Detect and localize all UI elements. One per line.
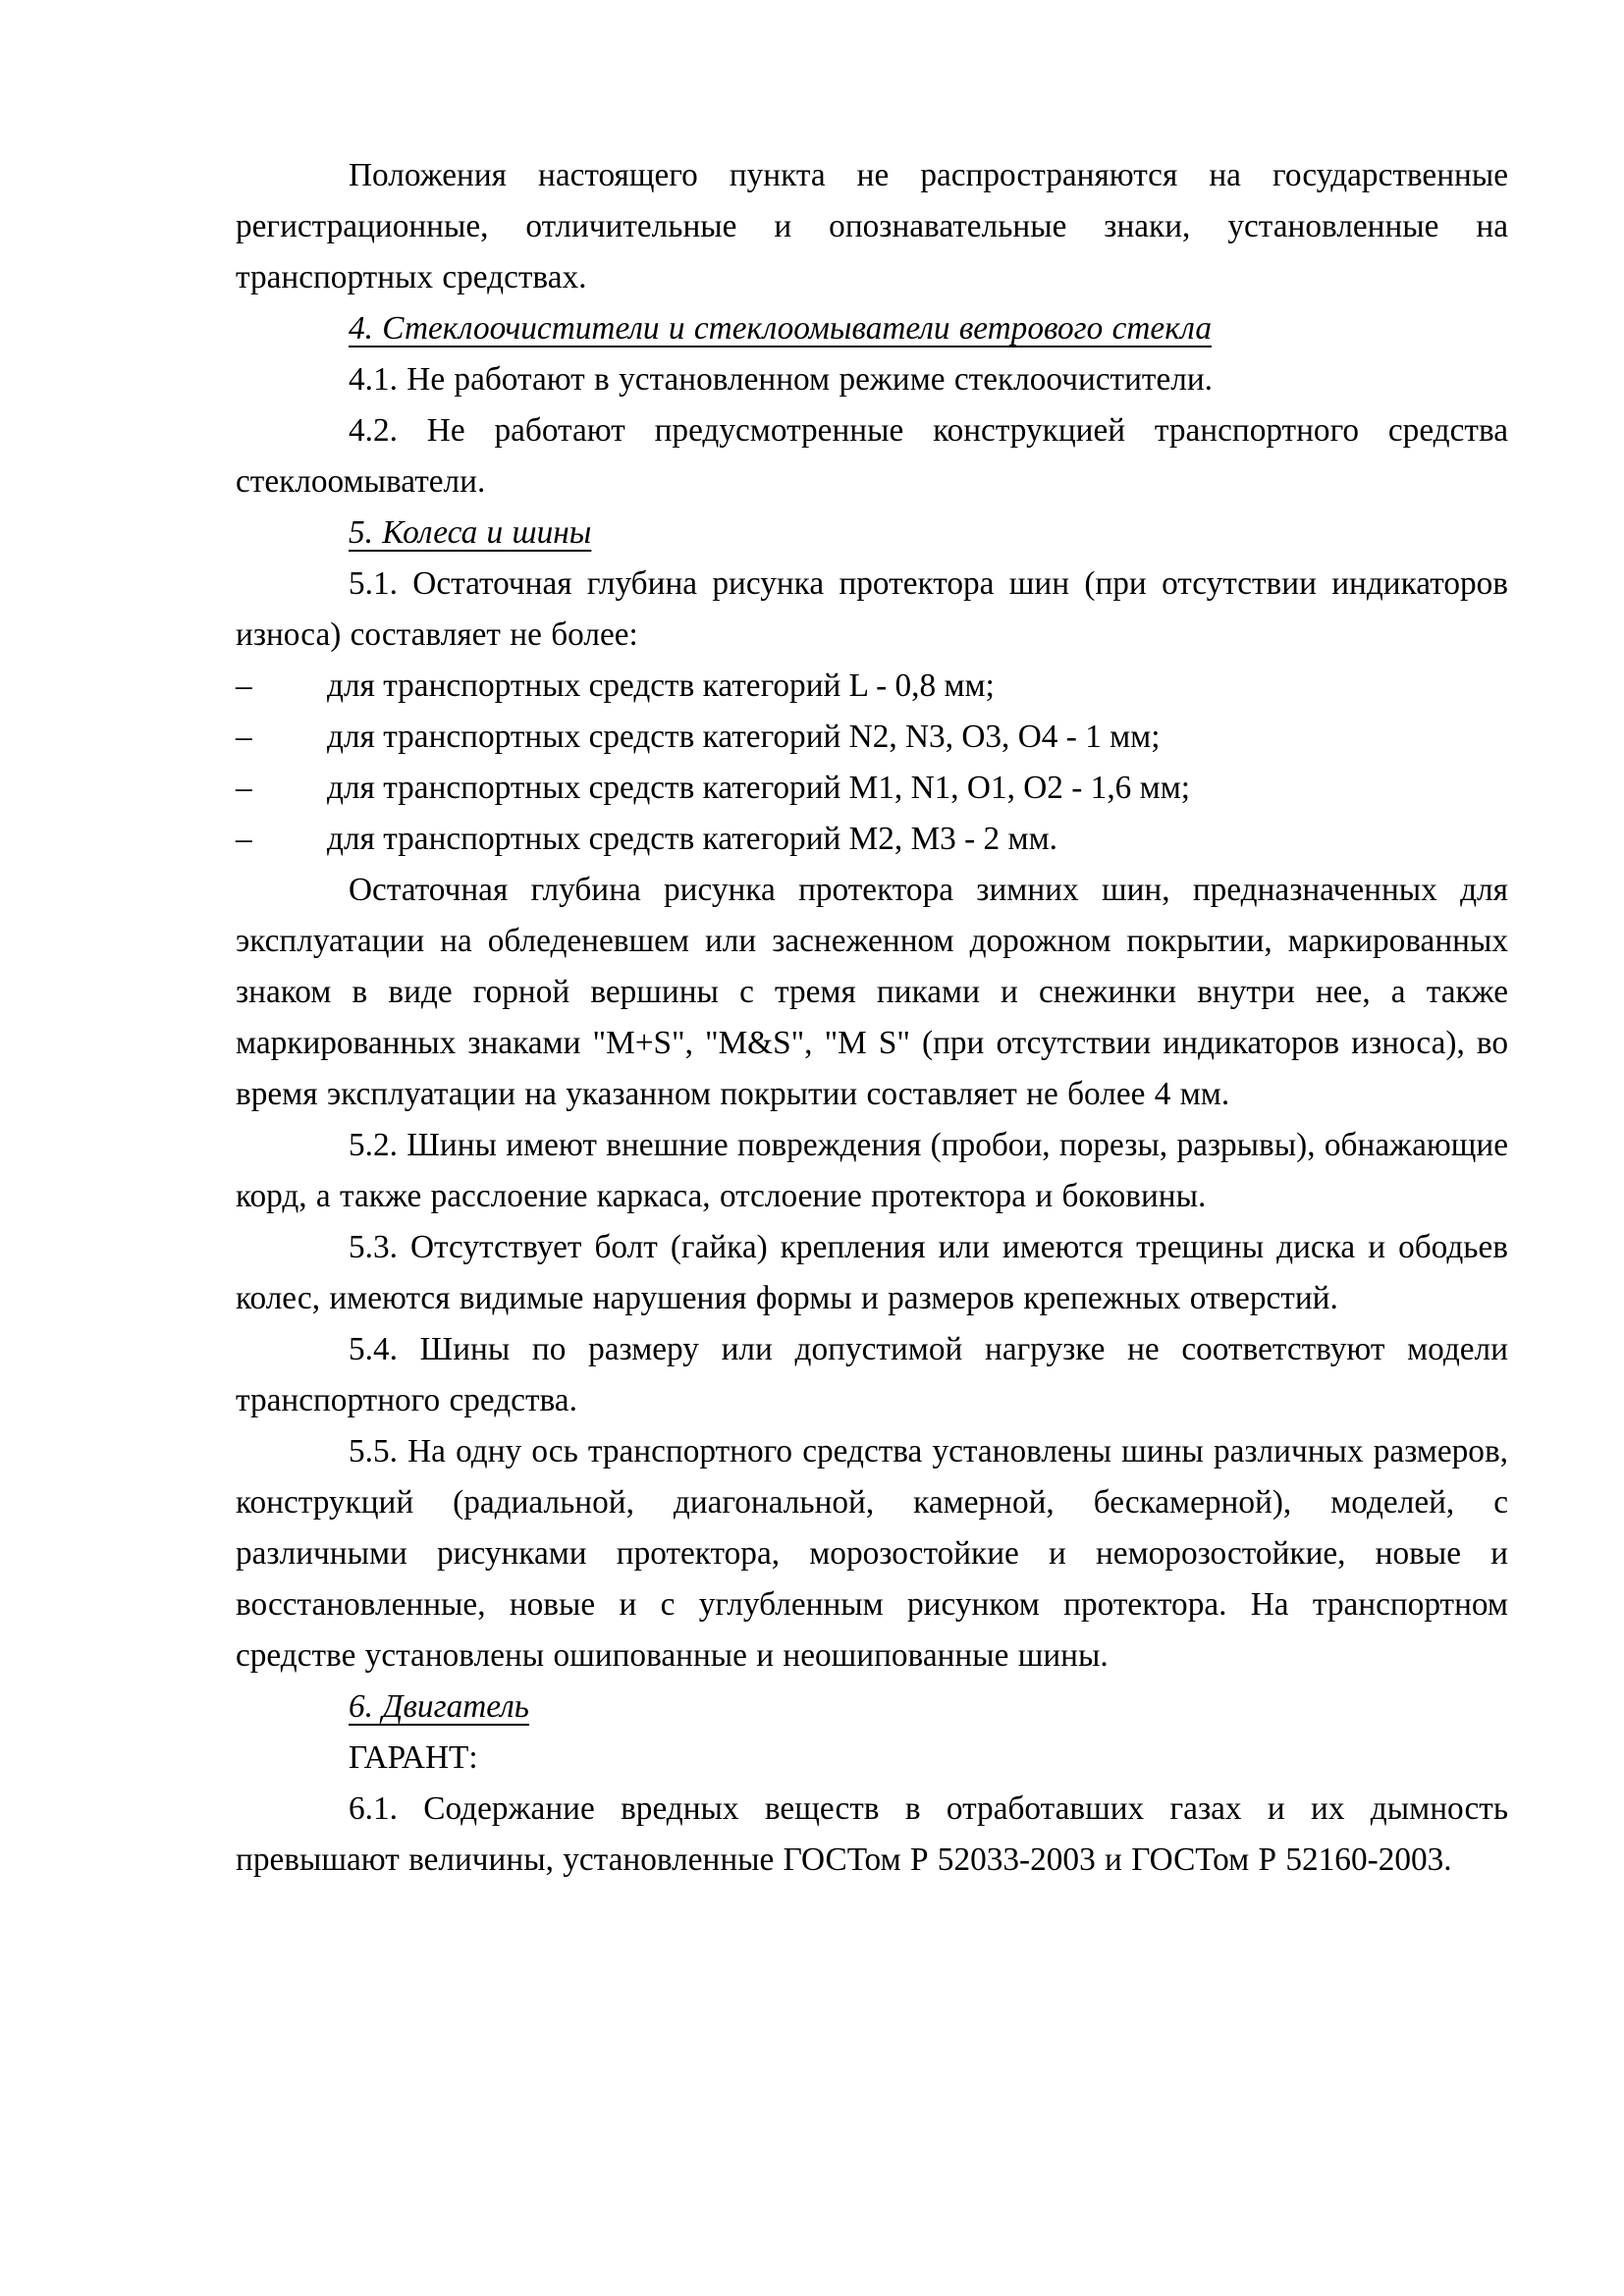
paragraph: 5.4. Шины по размеру или допустимой нагрузке не соответствуют модели транспортного средства.: [236, 1331, 1508, 1418]
paragraph: 5.3. Отсутствует болт (гайка) крепления или имеются трещины диска и ободьев колес, имеются видимые нарушения формы и размеров крепежных отверстий.: [236, 1229, 1508, 1316]
bullet-dash-icon: –: [236, 667, 252, 704]
paragraph: 5.2. Шины имеют внешние повреждения (пробои, порезы, разрывы), обнажающие корд, а также расслоение каркаса, отслоение протектора и боковины.: [236, 1127, 1508, 1214]
paragraph: 4.2. Не работают предусмотренные конструкцией транспортного средства стеклоомыватели.: [236, 412, 1508, 500]
paragraph: 5.1. Остаточная глубина рисунка протектора шин (при отсутствии индикаторов износа) составляет не более:: [236, 565, 1508, 653]
section-heading: 5. Колеса и шины: [349, 514, 592, 551]
list-item-text: для транспортных средств категорий N2, N3, O3, O4 - 1 мм;: [327, 719, 1161, 755]
paragraph: Остаточная глубина рисунка протектора зимних шин, предназначенных для эксплуатации на обледеневшем или заснеженном дорожном покрытии, маркированных знаком в виде горной вершины с тремя пиками и снежинки внутри нее, а также маркированных знаками "M+S", "M&S", "M S" (при отсутствии индикаторов износа), во время эксплуатации на указанном покрытии составляет не более 4 мм.: [236, 872, 1508, 1112]
paragraph: ГАРАНТ:: [349, 1739, 478, 1776]
document-body: [236, 150, 1508, 1886]
paragraph: 4.1. Не работают в установленном режиме стеклоочистители.: [349, 361, 1214, 398]
paragraph: Положения настоящего пункта не распространяются на государственные регистрационные, отличительные и опознавательные знаки, установленные на транспортных средствах.: [236, 157, 1508, 295]
list-item: [236, 712, 1508, 763]
list-item: [236, 814, 1508, 865]
bullet-dash-icon: –: [236, 821, 252, 857]
paragraph: 6.1. Содержание вредных веществ в отработавших газах и их дымность превышают величины, установленные ГОСТом Р 52033-2003 и ГОСТом Р 52160-2003.: [236, 1790, 1508, 1878]
list-item: [236, 763, 1508, 814]
bullet-dash-icon: –: [236, 719, 252, 755]
list-item-text: для транспортных средств категорий M2, M3 - 2 мм.: [327, 821, 1057, 857]
section-heading: 4. Стеклоочистители и стеклоомыватели ветрового стекла: [349, 310, 1213, 347]
list-item-text: для транспортных средств категорий M1, N1, O1, O2 - 1,6 мм;: [327, 770, 1191, 806]
paragraph: 5.5. На одну ось транспортного средства установлены шины различных размеров, конструкций (радиальной, диагональной, камерной, бескамерной), моделей, с различными рисунками протектора, морозостойкие и неморозостойкие, новые и восстановленные, новые и с углубленным рисунком протектора. На транспортном средстве установлены ошипованные и неошипованные шины.: [236, 1433, 1508, 1674]
bullet-dash-icon: –: [236, 770, 252, 806]
list-item-text: для транспортных средств категорий L - 0,8 мм;: [327, 667, 995, 704]
list-item: [236, 661, 1508, 712]
section-heading: 6. Двигатель: [349, 1688, 529, 1725]
